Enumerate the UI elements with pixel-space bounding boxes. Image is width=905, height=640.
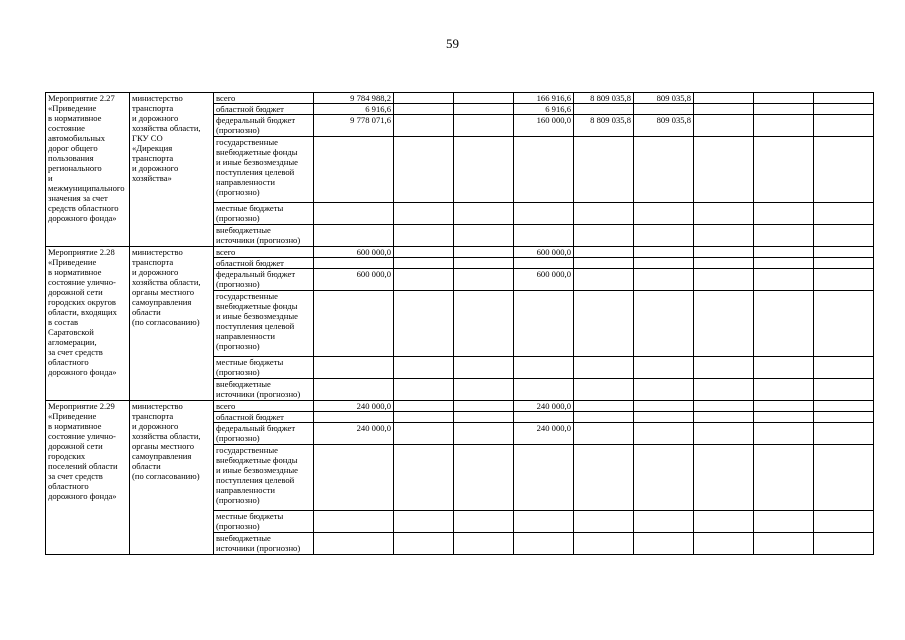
amount-cell: [454, 533, 514, 555]
amount-cell: [454, 511, 514, 533]
amount-cell: 240 000,0: [514, 423, 574, 445]
funding-source-cell: федеральный бюджет (прогнозно): [214, 115, 314, 137]
amount-cell: [634, 357, 694, 379]
amount-cell: [694, 423, 754, 445]
amount-cell: [454, 379, 514, 401]
amount-cell: [634, 533, 694, 555]
amount-cell: [694, 533, 754, 555]
amount-cell: [394, 137, 454, 203]
funding-source-cell: государственные внебюджетные фонды и иные безвозмездные поступления целевой направленности (прогнозно): [214, 445, 314, 511]
amount-cell: [574, 423, 634, 445]
amount-cell: 6 916,6: [314, 104, 394, 115]
amount-cell: [694, 258, 754, 269]
amount-cell: [814, 247, 874, 258]
amount-cell: [814, 412, 874, 423]
measure-name-cell: Мероприятие 2.29 «Приведение в нормативное состояние улично- дорожной сети городских поселений области за счет средств областного дорожного фонда»: [46, 401, 130, 555]
amount-cell: [514, 533, 574, 555]
funding-source-cell: государственные внебюджетные фонды и иные безвозмездные поступления целевой направленности (прогнозно): [214, 291, 314, 357]
amount-cell: [314, 357, 394, 379]
amount-cell: [394, 533, 454, 555]
funding-source-cell: всего: [214, 93, 314, 104]
amount-cell: [514, 412, 574, 423]
funding-source-cell: всего: [214, 247, 314, 258]
amount-cell: [754, 137, 814, 203]
amount-cell: [694, 247, 754, 258]
amount-cell: [694, 115, 754, 137]
amount-cell: 600 000,0: [514, 269, 574, 291]
amount-cell: [394, 269, 454, 291]
amount-cell: [454, 225, 514, 247]
funding-source-cell: местные бюджеты (прогнозно): [214, 511, 314, 533]
amount-cell: [454, 412, 514, 423]
funding-source-cell: областной бюджет: [214, 258, 314, 269]
financing-table: [45, 92, 874, 555]
amount-cell: [574, 511, 634, 533]
amount-cell: [514, 379, 574, 401]
amount-cell: [314, 258, 394, 269]
amount-cell: [574, 258, 634, 269]
amount-cell: [514, 291, 574, 357]
amount-cell: [454, 115, 514, 137]
amount-cell: [694, 137, 754, 203]
amount-cell: [394, 115, 454, 137]
amount-cell: [814, 511, 874, 533]
measure-name-cell: Мероприятие 2.28 «Приведение в нормативное состояние улично- дорожной сети городских округов области, входящих в состав Саратовской агломерации, за счет средств областного дорожного фонда»: [46, 247, 130, 401]
amount-cell: [634, 247, 694, 258]
amount-cell: [754, 115, 814, 137]
funding-source-cell: местные бюджеты (прогнозно): [214, 203, 314, 225]
amount-cell: [394, 225, 454, 247]
amount-cell: [634, 258, 694, 269]
table-row: [46, 247, 874, 258]
amount-cell: [814, 203, 874, 225]
amount-cell: [514, 357, 574, 379]
funding-source-cell: федеральный бюджет (прогнозно): [214, 423, 314, 445]
amount-cell: [574, 203, 634, 225]
amount-cell: 809 035,8: [634, 93, 694, 104]
amount-cell: [394, 247, 454, 258]
amount-cell: [574, 269, 634, 291]
amount-cell: [634, 423, 694, 445]
amount-cell: [314, 291, 394, 357]
page-number: 59: [446, 36, 459, 51]
amount-cell: 240 000,0: [514, 401, 574, 412]
amount-cell: 240 000,0: [314, 401, 394, 412]
amount-cell: [314, 412, 394, 423]
amount-cell: [454, 423, 514, 445]
amount-cell: [394, 93, 454, 104]
amount-cell: [314, 445, 394, 511]
amount-cell: [814, 423, 874, 445]
amount-cell: [574, 445, 634, 511]
amount-cell: [694, 203, 754, 225]
amount-cell: [754, 445, 814, 511]
funding-source-cell: внебюджетные источники (прогнозно): [214, 225, 314, 247]
amount-cell: [454, 104, 514, 115]
amount-cell: [814, 357, 874, 379]
amount-cell: [454, 445, 514, 511]
amount-cell: [814, 93, 874, 104]
funding-source-cell: внебюджетные источники (прогнозно): [214, 379, 314, 401]
amount-cell: [394, 104, 454, 115]
amount-cell: [514, 511, 574, 533]
amount-cell: [754, 247, 814, 258]
amount-cell: [754, 291, 814, 357]
amount-cell: [514, 225, 574, 247]
table-row: [46, 401, 874, 412]
amount-cell: [814, 104, 874, 115]
amount-cell: [574, 412, 634, 423]
amount-cell: [754, 269, 814, 291]
executor-cell: министерство транспорта и дорожного хозяйства области, органы местного самоуправления области (по согласованию): [130, 247, 214, 401]
amount-cell: [634, 137, 694, 203]
funding-source-cell: всего: [214, 401, 314, 412]
amount-cell: [634, 401, 694, 412]
amount-cell: 8 809 035,8: [574, 115, 634, 137]
amount-cell: [454, 357, 514, 379]
amount-cell: [754, 423, 814, 445]
amount-cell: [574, 401, 634, 412]
amount-cell: [454, 258, 514, 269]
amount-cell: [314, 225, 394, 247]
amount-cell: [394, 357, 454, 379]
amount-cell: [754, 225, 814, 247]
amount-cell: [694, 401, 754, 412]
amount-cell: [514, 258, 574, 269]
funding-source-cell: местные бюджеты (прогнозно): [214, 357, 314, 379]
amount-cell: [454, 291, 514, 357]
amount-cell: [694, 93, 754, 104]
amount-cell: [694, 511, 754, 533]
amount-cell: [814, 269, 874, 291]
amount-cell: [754, 104, 814, 115]
amount-cell: [394, 412, 454, 423]
amount-cell: [814, 379, 874, 401]
amount-cell: [394, 401, 454, 412]
amount-cell: [514, 445, 574, 511]
funding-source-cell: областной бюджет: [214, 104, 314, 115]
amount-cell: [754, 401, 814, 412]
amount-cell: [454, 137, 514, 203]
amount-cell: [574, 379, 634, 401]
amount-cell: [694, 104, 754, 115]
amount-cell: [454, 269, 514, 291]
amount-cell: [454, 203, 514, 225]
amount-cell: [814, 533, 874, 555]
amount-cell: [394, 258, 454, 269]
amount-cell: [754, 379, 814, 401]
amount-cell: [754, 258, 814, 269]
amount-cell: [754, 412, 814, 423]
amount-cell: [694, 357, 754, 379]
amount-cell: [314, 203, 394, 225]
amount-cell: [634, 379, 694, 401]
amount-cell: [814, 445, 874, 511]
amount-cell: [634, 445, 694, 511]
amount-cell: [814, 225, 874, 247]
amount-cell: 8 809 035,8: [574, 93, 634, 104]
table-row: [46, 93, 874, 104]
amount-cell: [574, 137, 634, 203]
funding-source-cell: федеральный бюджет (прогнозно): [214, 269, 314, 291]
amount-cell: [694, 412, 754, 423]
amount-cell: [814, 115, 874, 137]
amount-cell: 600 000,0: [314, 247, 394, 258]
amount-cell: [314, 511, 394, 533]
amount-cell: [634, 104, 694, 115]
amount-cell: [514, 203, 574, 225]
amount-cell: [634, 412, 694, 423]
amount-cell: [814, 137, 874, 203]
amount-cell: 9 778 071,6: [314, 115, 394, 137]
amount-cell: 600 000,0: [514, 247, 574, 258]
amount-cell: 6 916,6: [514, 104, 574, 115]
amount-cell: [694, 225, 754, 247]
amount-cell: [314, 137, 394, 203]
amount-cell: [394, 379, 454, 401]
amount-cell: 166 916,6: [514, 93, 574, 104]
amount-cell: [754, 93, 814, 104]
amount-cell: [814, 291, 874, 357]
amount-cell: [574, 104, 634, 115]
amount-cell: 240 000,0: [314, 423, 394, 445]
amount-cell: [314, 533, 394, 555]
amount-cell: [454, 401, 514, 412]
amount-cell: [574, 357, 634, 379]
amount-cell: [394, 423, 454, 445]
amount-cell: [754, 511, 814, 533]
executor-cell: министерство транспорта и дорожного хозяйства области, органы местного самоуправления области (по согласованию): [130, 401, 214, 555]
amount-cell: [694, 269, 754, 291]
amount-cell: [634, 291, 694, 357]
amount-cell: [634, 225, 694, 247]
amount-cell: [514, 137, 574, 203]
measure-name-cell: Мероприятие 2.27 «Приведение в нормативное состояние автомобильных дорог общего пользования регионального и межмуниципального значения за счет средств областного дорожного фонда»: [46, 93, 130, 247]
amount-cell: 809 035,8: [634, 115, 694, 137]
amount-cell: [574, 247, 634, 258]
amount-cell: [754, 357, 814, 379]
amount-cell: [394, 445, 454, 511]
amount-cell: [694, 291, 754, 357]
amount-cell: [394, 291, 454, 357]
amount-cell: [634, 269, 694, 291]
amount-cell: [454, 93, 514, 104]
amount-cell: [394, 203, 454, 225]
amount-cell: 600 000,0: [314, 269, 394, 291]
amount-cell: [754, 203, 814, 225]
amount-cell: [314, 379, 394, 401]
amount-cell: [694, 379, 754, 401]
executor-cell: министерство транспорта и дорожного хозяйства области, ГКУ СО «Дирекция транспорта и дорожного хозяйства»: [130, 93, 214, 247]
funding-source-cell: внебюджетные источники (прогнозно): [214, 533, 314, 555]
amount-cell: [814, 258, 874, 269]
amount-cell: [394, 511, 454, 533]
amount-cell: [754, 533, 814, 555]
amount-cell: [574, 225, 634, 247]
amount-cell: [634, 511, 694, 533]
amount-cell: [454, 247, 514, 258]
funding-source-cell: областной бюджет: [214, 412, 314, 423]
amount-cell: 9 784 988,2: [314, 93, 394, 104]
funding-source-cell: государственные внебюджетные фонды и иные безвозмездные поступления целевой направленности (прогнозно): [214, 137, 314, 203]
amount-cell: [694, 445, 754, 511]
amount-cell: [814, 401, 874, 412]
amount-cell: [574, 533, 634, 555]
amount-cell: [634, 203, 694, 225]
amount-cell: 160 000,0: [514, 115, 574, 137]
amount-cell: [574, 291, 634, 357]
